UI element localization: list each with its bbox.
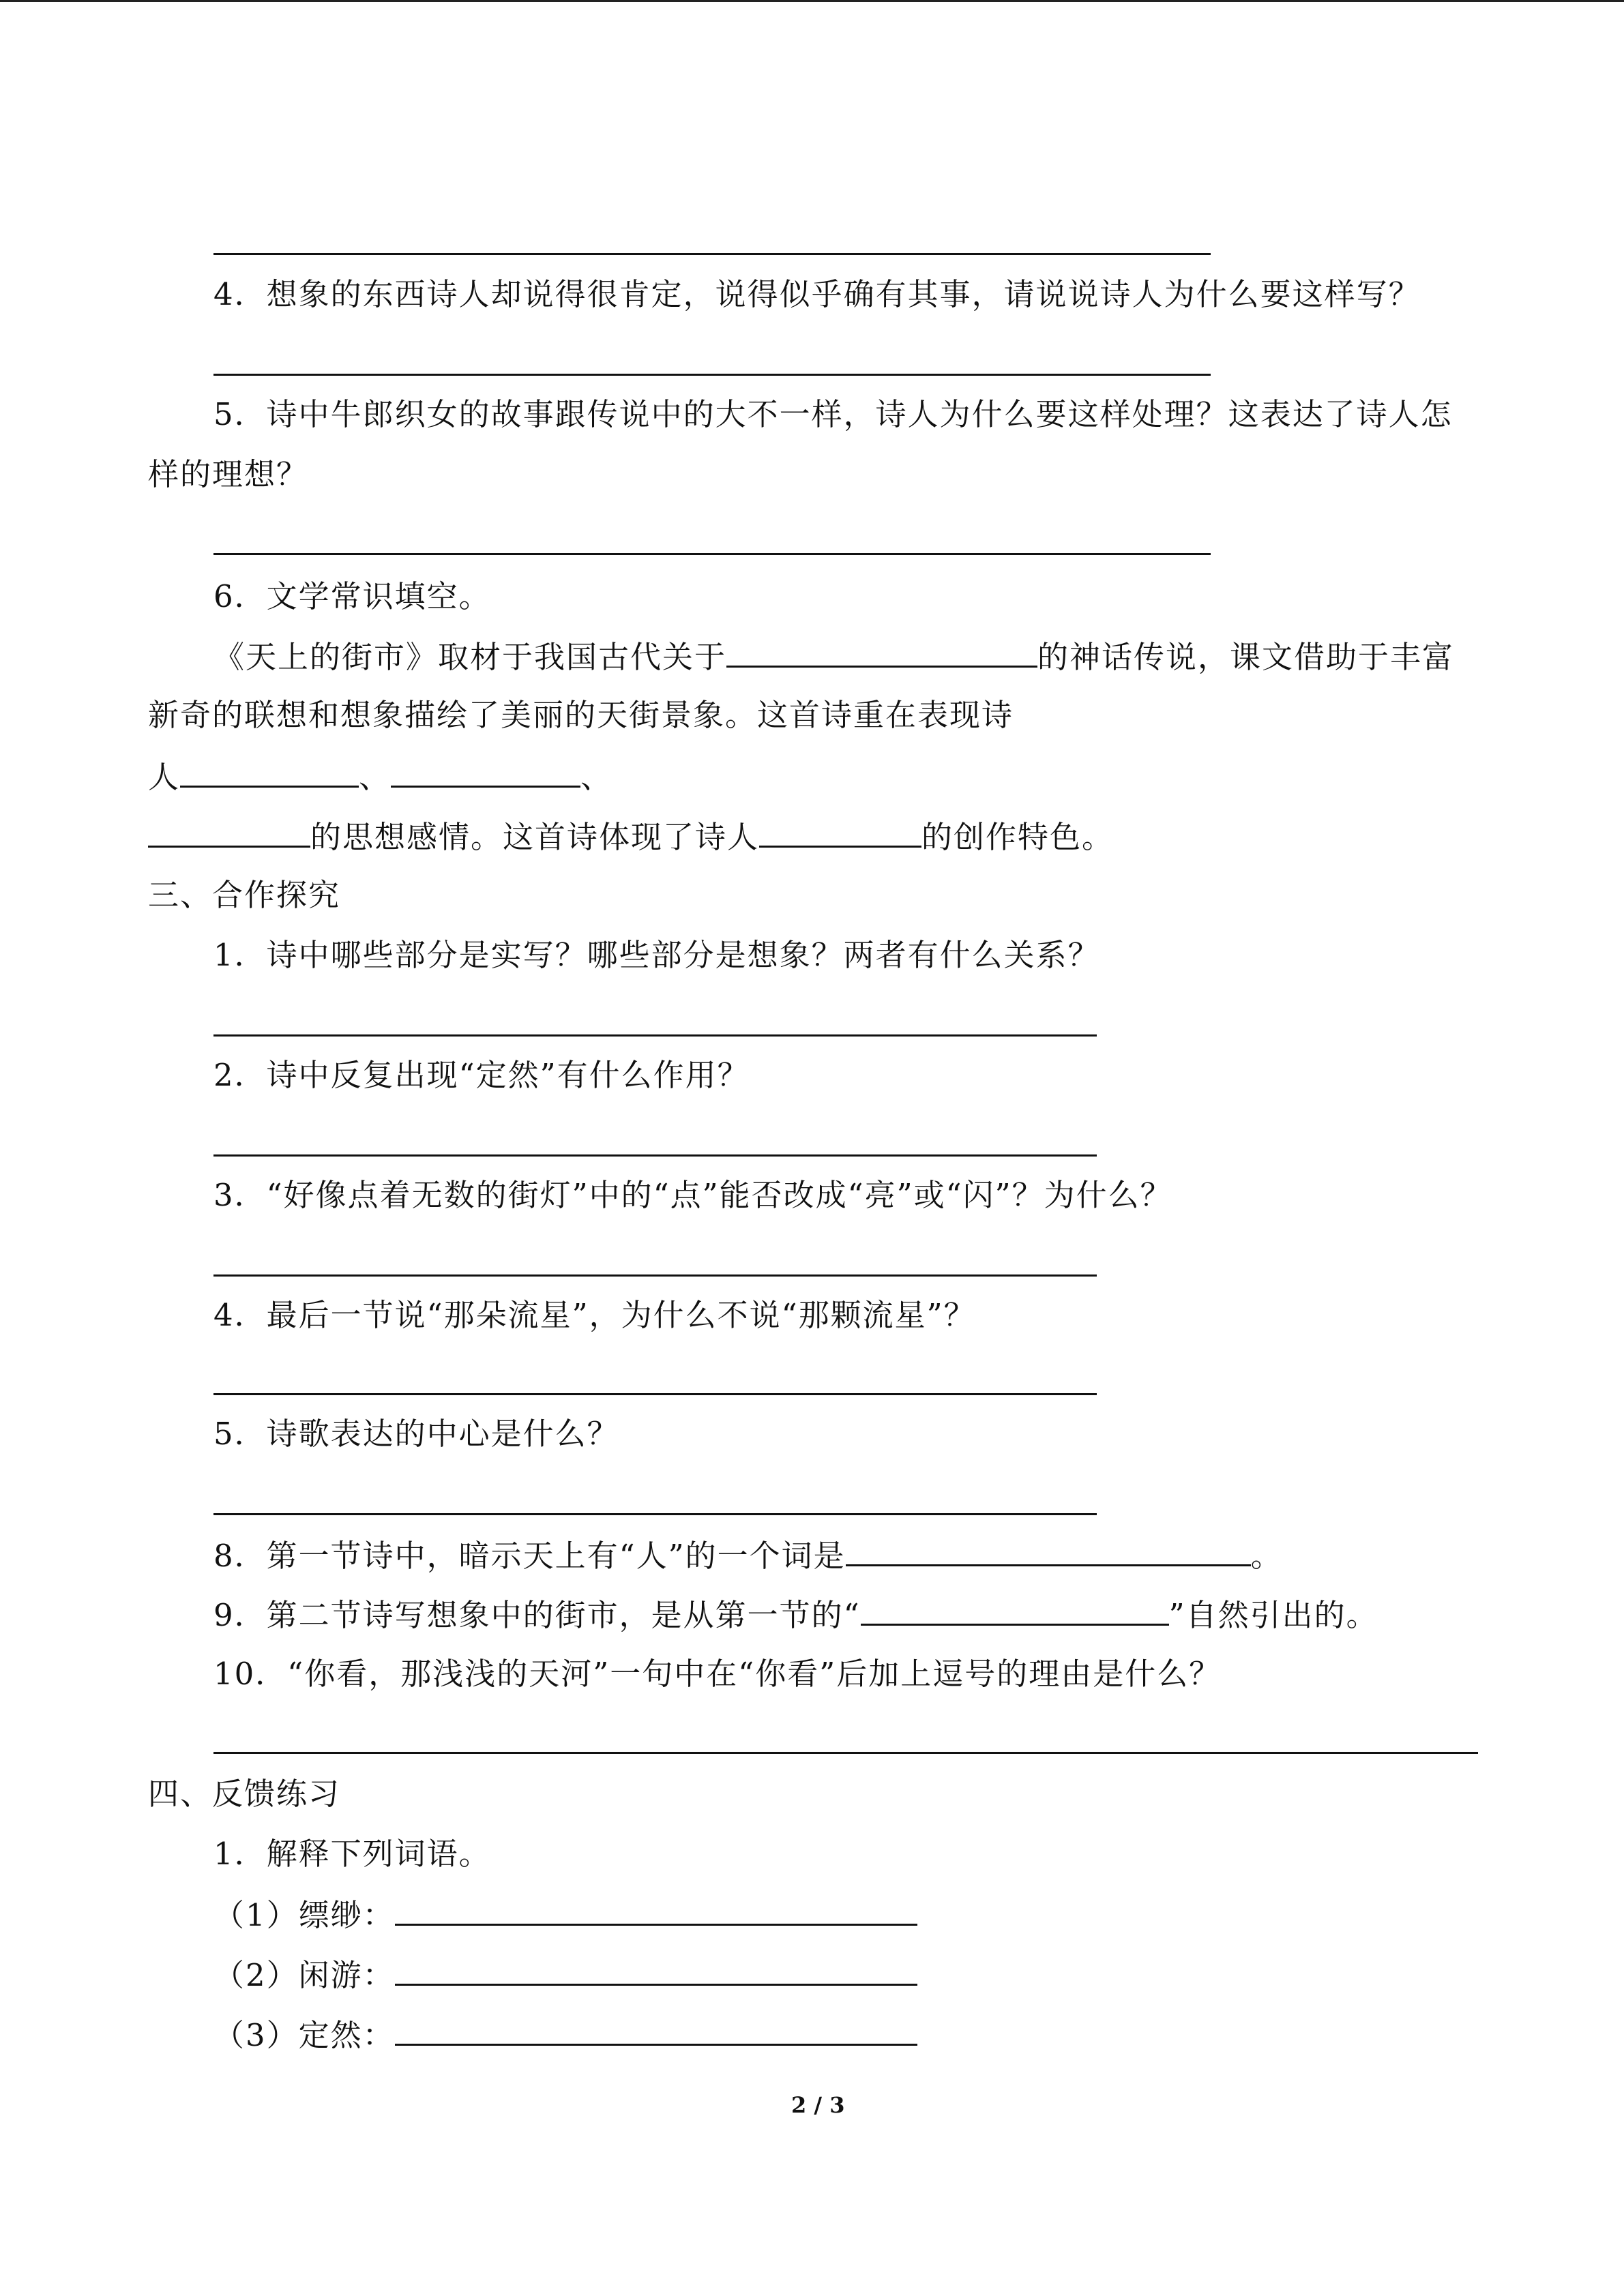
- section-4-heading: 四、反馈练习: [148, 1776, 341, 1812]
- answer-line: [213, 1752, 1478, 1754]
- answer-line: [213, 553, 1211, 555]
- fill-text: 的思想感情。这首诗体现了诗人: [310, 819, 760, 855]
- fill-blank[interactable]: [861, 1594, 1169, 1626]
- s3-question-10: 10．“你看，那浅浅的天河”一句中在“你看”后加上逗号的理由是什么？: [213, 1656, 1222, 1692]
- fill-blank[interactable]: [148, 816, 310, 848]
- fill-text: 的神话传说，课文借助于丰富: [1037, 639, 1455, 675]
- question-4: 4．想象的东西诗人却说得很肯定，说得似乎确有其事，请说说诗人为什么要这样写？: [213, 276, 1421, 312]
- word-label: （3）定然：: [213, 2017, 395, 2053]
- question-6: 6．文学常识填空。: [213, 578, 491, 614]
- fill-text: 人: [148, 759, 181, 795]
- word-item: [213, 2014, 917, 2056]
- fill-text: 8．第一节诗中，暗示天上有“人”的一个词是: [213, 1538, 846, 1574]
- s3-question-4: 4．最后一节说“那朵流星”，为什么不说“那颗流星”？: [213, 1297, 976, 1333]
- fill-line-3: [148, 756, 612, 798]
- fill-line-2: 新奇的联想和想象描绘了美丽的天街景象。这首诗重在表现诗: [148, 697, 1014, 733]
- word-label: （2）闲游：: [213, 1957, 395, 1993]
- question-5-cont: 样的理想？: [148, 456, 309, 492]
- fill-blank[interactable]: [395, 1894, 917, 1926]
- answer-line: [213, 1393, 1097, 1395]
- word-label: （1）缥缈：: [213, 1897, 395, 1933]
- s3-question-2: 2．诗中反复出现“定然”有什么作用？: [213, 1057, 750, 1093]
- fill-sep: 、: [580, 759, 613, 795]
- question-5: 5．诗中牛郎织女的故事跟传说中的大不一样，诗人为什么要这样处理？这表达了诗人怎: [213, 396, 1453, 432]
- fill-text: 9．第二节诗写想象中的街市，是从第一节的“: [213, 1597, 861, 1633]
- answer-line: [213, 374, 1211, 376]
- answer-line: [213, 1513, 1097, 1515]
- fill-blank[interactable]: [395, 1954, 917, 1986]
- answer-line: [213, 253, 1211, 255]
- fill-blank[interactable]: [180, 756, 359, 788]
- fill-blank[interactable]: [846, 1534, 1251, 1566]
- word-item: [213, 1894, 917, 1936]
- fill-blank[interactable]: [391, 756, 580, 788]
- fill-text: 的创作特色。: [921, 819, 1114, 855]
- answer-line: [213, 1274, 1097, 1277]
- page-number: 2 / 3: [791, 2092, 845, 2118]
- fill-line-4: [148, 816, 1114, 858]
- top-border: [0, 0, 1624, 2]
- answer-line: [213, 1034, 1097, 1037]
- s3-question-5: 5．诗歌表达的中心是什么？: [213, 1416, 619, 1452]
- fill-text: ”自然引出的。: [1168, 1597, 1378, 1633]
- fill-text: 。: [1250, 1538, 1283, 1574]
- word-item: [213, 1954, 917, 1996]
- fill-blank[interactable]: [759, 816, 921, 848]
- s4-question-1: 1．解释下列词语。: [213, 1836, 491, 1872]
- fill-blank[interactable]: [395, 2014, 917, 2046]
- fill-blank[interactable]: [726, 636, 1037, 668]
- fill-text: 《天上的街市》取材于我国古代关于: [213, 639, 727, 675]
- answer-line: [213, 1154, 1097, 1157]
- s3-question-9: [213, 1594, 1378, 1636]
- fill-line-1: [213, 636, 1454, 678]
- s3-question-3: 3．“好像点着无数的街灯”中的“点”能否改成“亮”或“闪”？为什么？: [213, 1177, 1172, 1213]
- s3-question-8: [213, 1534, 1283, 1577]
- s3-question-1: 1．诗中哪些部分是实写？哪些部分是想象？两者有什么关系？: [213, 937, 1100, 973]
- section-3-heading: 三、合作探究: [148, 877, 341, 913]
- fill-sep: 、: [359, 759, 392, 795]
